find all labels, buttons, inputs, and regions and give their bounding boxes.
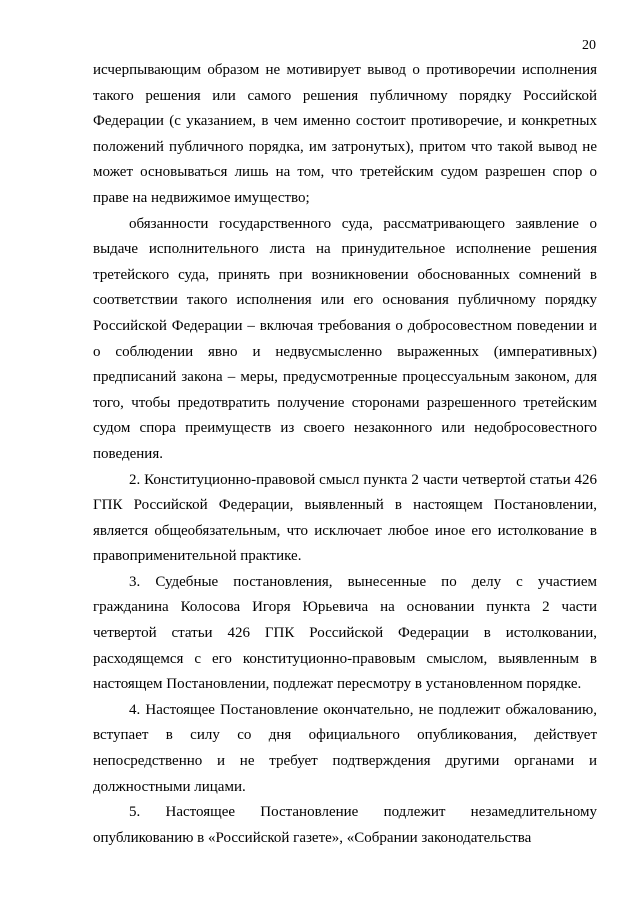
paragraph-item-3: 3. Судебные постановления, вынесенные по делу с участием гражданина Колосова Игоря Юрьевича на основании пункта 2 части четвертой статьи 426 ГПК Российской Федерации в истолковании, расходящемся с его конституционно-правовым смыслом, выявленным в настоящем Постановлении, подлежат пересмотру в установленном порядке. bbox=[93, 573, 597, 693]
paragraph-item-2: 2. Конституционно-правовой смысл пункта 2 части четвертой статьи 426 ГПК Российской Федерации, выявленный в настоящем Постановлении, является общеобязательным, что исключает любое иное его истолкование в правоприменительной практике. bbox=[93, 471, 597, 565]
document-body bbox=[93, 58, 597, 851]
paragraph-item-4: 4. Настоящее Постановление окончательно, не подлежит обжалованию, вступает в силу со дня официального опубликования, действует непосредственно и не требует подтверждения другими органами и должностными лицами. bbox=[93, 701, 597, 795]
paragraph-court-obligations: обязанности государственного суда, рассматривающего заявление о выдаче исполнительного листа на принудительное исполнение решения третейского суда, принять при возникновении обоснованных сомнений в соответствии такого исполнения или его основания публичному порядку Российской Федерации – включая требования о добросовестном поведении и о соблюдении явно и недвусмысленно выраженных (императивных) предписаний закона – меры, предусмотренные процессуальным законом, для того, чтобы предотвратить получение сторонами разрешенного третейским судом спора преимуществ из своего незаконного или недобросовестного поведения. bbox=[93, 215, 597, 462]
paragraph-continuation: исчерпывающим образом не мотивирует вывод о противоречии исполнения такого решения или самого решения публичному порядку Российской Федерации (с указанием, в чем именно состоит противоречие, и конкретных положений публичного порядка, им затронутых), притом что такой вывод не может основываться лишь на том, что третейским судом разрешен спор о праве на недвижимое имущество; bbox=[93, 62, 597, 206]
paragraph-item-5: 5. Настоящее Постановление подлежит незамедлительному опубликованию в «Российской газете», «Собрании законодательства bbox=[93, 804, 597, 846]
page-number: 20 bbox=[582, 38, 596, 53]
